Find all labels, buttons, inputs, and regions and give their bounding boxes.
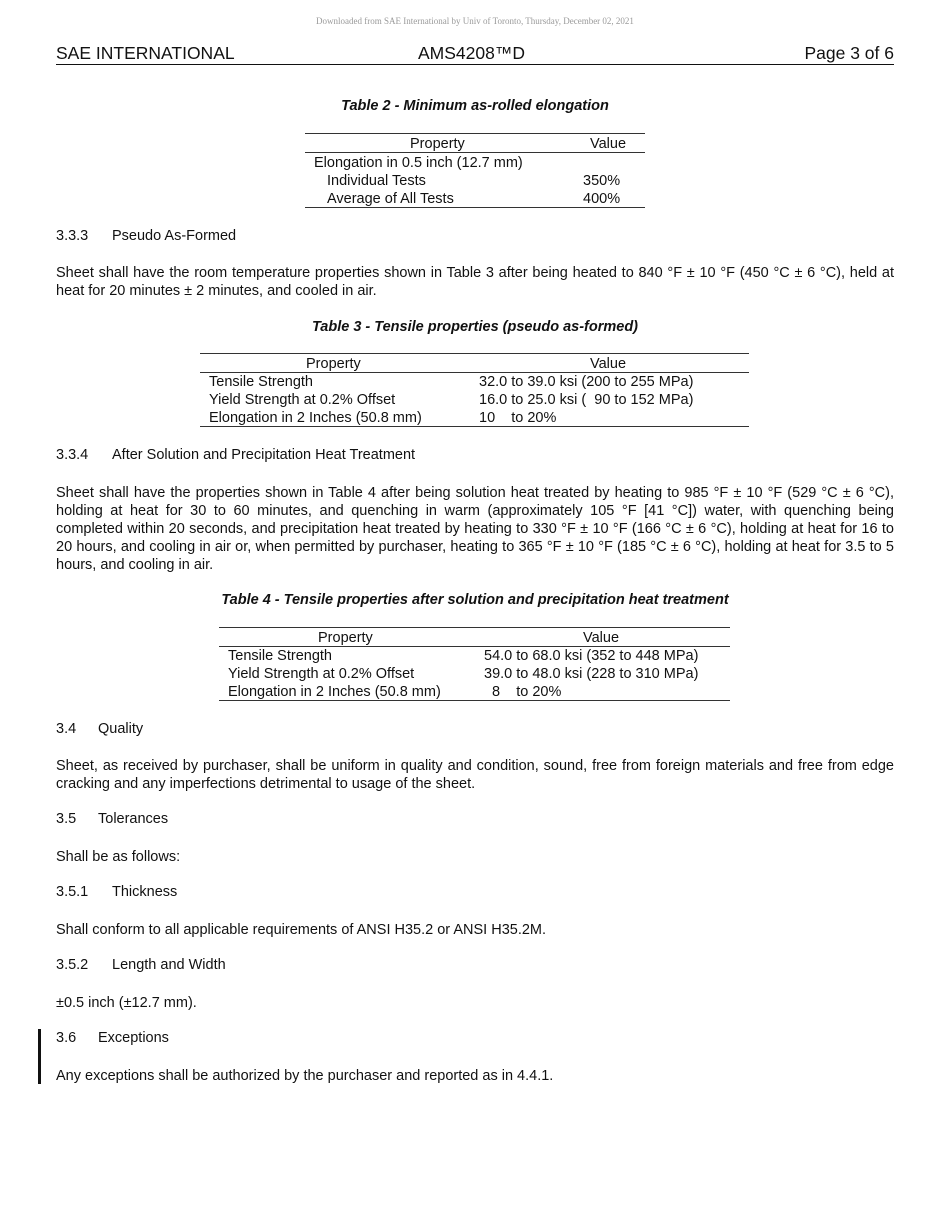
section-number: 3.5	[56, 811, 77, 827]
table-rule	[219, 700, 730, 701]
table3-row-property: Yield Strength at 0.2% Offset	[209, 392, 396, 408]
section-3-4-text: Sheet, as received by purchaser, shall be uniform in quality and condition, sound, free from foreign materials and free from edge cracking and any imperfections detrimental to usage of the sheet.	[56, 758, 894, 792]
table-rule	[200, 353, 749, 354]
section-3-4-heading	[56, 721, 143, 737]
table4-row-value: 54.0 to 68.0 ksi (352 to 448 MPa)	[484, 648, 699, 664]
table4-row-property: Elongation in 2 Inches (50.8 mm)	[228, 684, 441, 700]
table2-caption: Table 2 - Minimum as-rolled elongation	[341, 98, 609, 114]
section-3-5-text: Shall be as follows:	[56, 849, 181, 865]
section-number: 3.5.2	[56, 957, 89, 973]
table3	[200, 353, 749, 429]
table2-header-value: Value	[590, 136, 627, 152]
section-3-3-4-heading	[56, 447, 415, 463]
table3-row-property: Tensile Strength	[209, 374, 313, 390]
section-3-5-1-text: Shall conform to all applicable requirements of ANSI H35.2 or ANSI H35.2M.	[56, 922, 547, 938]
header-page-number: Page 3 of 6	[804, 43, 894, 63]
table-rule	[200, 426, 749, 427]
section-number: 3.6	[56, 1030, 77, 1046]
section-3-6-heading	[56, 1030, 169, 1046]
section-title: Tolerances	[98, 811, 169, 827]
table2-row-property: Individual Tests	[327, 173, 426, 189]
section-3-5-2-text: ±0.5 inch (±12.7 mm).	[56, 995, 197, 1011]
table3-row-value: 16.0 to 25.0 ksi ( 90 to 152 MPa)	[479, 392, 694, 408]
section-3-5-1-heading	[56, 884, 177, 900]
table4-row-value: 8 to 20%	[484, 684, 562, 700]
table4	[219, 627, 730, 703]
section-title: Pseudo As-Formed	[112, 228, 237, 244]
table-rule	[305, 152, 645, 153]
header-document-number: AMS4208™D	[418, 43, 525, 63]
section-number: 3.5.1	[56, 884, 89, 900]
table4-row-property: Yield Strength at 0.2% Offset	[228, 666, 415, 682]
table3-row-property: Elongation in 2 Inches (50.8 mm)	[209, 410, 422, 426]
table2-row-value: 350%	[583, 173, 621, 189]
section-title: Quality	[98, 721, 144, 737]
table4-row-value: 39.0 to 48.0 ksi (228 to 310 MPa)	[484, 666, 699, 682]
header-organization: SAE INTERNATIONAL	[56, 43, 235, 63]
table3-caption: Table 3 - Tensile properties (pseudo as-formed)	[311, 319, 639, 335]
section-title: Exceptions	[98, 1030, 169, 1046]
table3-header-value: Value	[590, 356, 627, 372]
section-3-5-heading	[56, 811, 168, 827]
section-number: 3.4	[56, 721, 77, 737]
table3-header-property: Property	[306, 356, 361, 372]
section-3-3-4-text: Sheet shall have the properties shown in Table 4 after being solution heat treated by heating to 985 °F ± 10 °F (529 °C ± 6 °C), holding at heat for 30 to 60 minutes, and quenching in warm (approximately 105 °F [41 °C]) water, with quenching being completed within 20 seconds, and precipitation heat treated by heating to 330 °F ± 10 °F (166 °C ± 6 °C), holding at heat for 16 to 20 hours, and cooling in air or, when permitted by purchaser, heating to 365 °F ± 10 °F (185 °C ± 6 °C), holding at heat for 3.5 to 5 hours, and cooling in air.	[56, 485, 894, 573]
section-3-3-3-heading	[56, 228, 236, 244]
table-rule	[305, 207, 645, 208]
table2-group-label: Elongation in 0.5 inch (12.7 mm)	[314, 155, 523, 171]
table4-caption: Table 4 - Tensile properties after solution and precipitation heat treatment	[221, 592, 729, 608]
section-title: After Solution and Precipitation Heat Treatment	[112, 447, 416, 463]
section-title: Thickness	[112, 884, 178, 900]
table3-row-value: 32.0 to 39.0 ksi (200 to 255 MPa)	[479, 374, 694, 390]
section-3-3-3-text: Sheet shall have the room temperature properties shown in Table 3 after being heated to 840 °F ± 10 °F (450 °C ± 6 °C), held at heat for 20 minutes ± 2 minutes, and cooled in air.	[56, 265, 894, 299]
table-rule	[305, 133, 645, 134]
table4-header-property: Property	[318, 630, 373, 646]
table2-row-property: Average of All Tests	[327, 191, 454, 207]
table2-row-value: 400%	[583, 191, 621, 207]
section-3-5-2-heading	[56, 957, 226, 973]
section-title: Length and Width	[112, 957, 226, 973]
table3-row-value: 10 to 20%	[479, 410, 557, 426]
section-number: 3.3.4	[56, 447, 89, 463]
table4-row-property: Tensile Strength	[228, 648, 332, 664]
table2	[305, 133, 645, 209]
table4-header-value: Value	[583, 630, 620, 646]
download-watermark: Downloaded from SAE International by Univ of Toronto, Thursday, December 02, 2021	[316, 16, 634, 26]
revision-change-bar	[38, 1029, 41, 1084]
section-number: 3.3.3	[56, 228, 89, 244]
section-3-6-text: Any exceptions shall be authorized by the purchaser and reported as in 4.4.1.	[56, 1068, 554, 1084]
table-rule	[219, 627, 730, 628]
page-header	[56, 44, 894, 65]
table2-header-property: Property	[410, 136, 465, 152]
